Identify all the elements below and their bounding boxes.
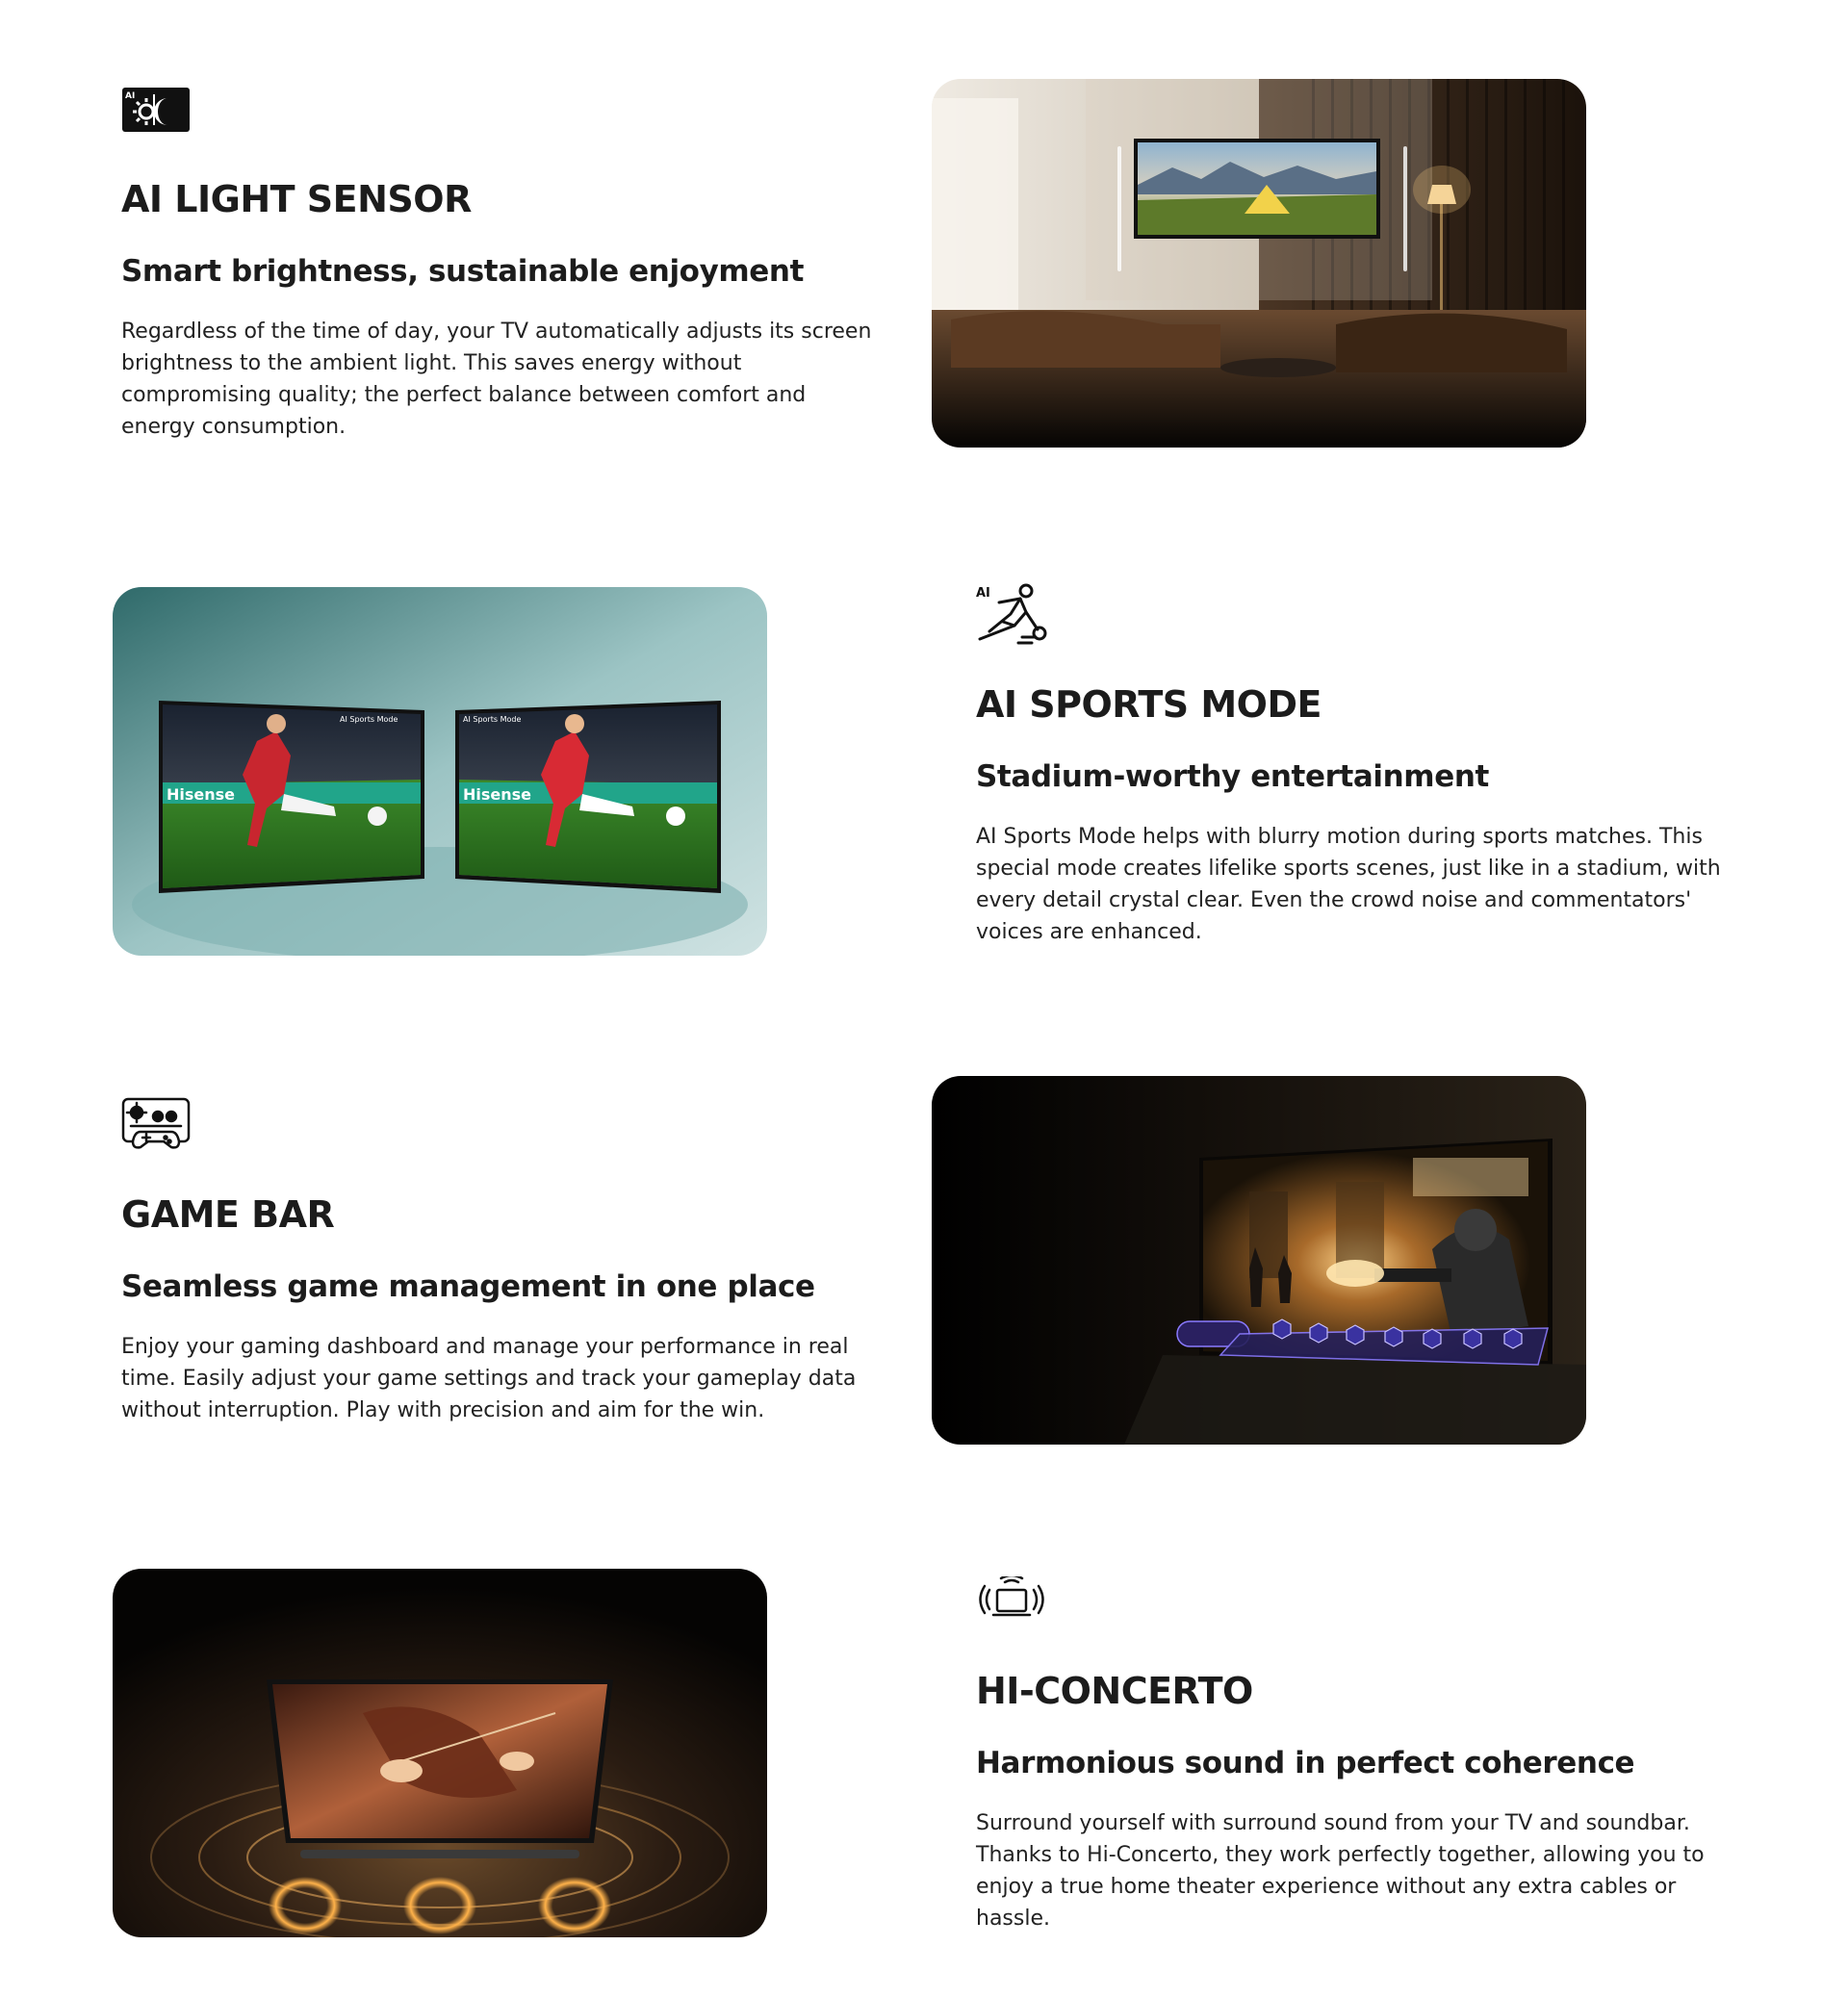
- left-tv-brand: Hisense: [167, 785, 236, 804]
- ai-light-sensor-icon: [121, 87, 191, 133]
- game-bar-icon: [121, 1097, 191, 1153]
- feature-title: HI-CONCERTO: [976, 1670, 1253, 1712]
- two-tvs-football-player-image: [113, 587, 767, 956]
- svg-text:AI: AI: [976, 586, 990, 601]
- feature-subtitle: Seamless game management in one place: [121, 1269, 815, 1304]
- feature-description: Surround yourself with surround sound from your TV and soundbar. Thanks to Hi-Concerto, they work perfectly together, allowing you to enjoy a true home theater experience without any extra cables or hassle.: [976, 1811, 1705, 1931]
- feature-subtitle: Smart brightness, sustainable enjoyment: [121, 254, 804, 289]
- right-tv-label: AI Sports Mode: [463, 715, 522, 724]
- feature-subtitle: Stadium-worthy entertainment: [976, 759, 1489, 794]
- feature-description: AI Sports Mode helps with blurry motion during sports matches. This special mode creates lifelike sports scenes, just like in a stadium, with every detail crystal clear. Even the crowd noise and commentators' voices are enhanced.: [976, 825, 1721, 944]
- ai-sports-mode-icon: [976, 583, 1047, 647]
- svg-text:AI: AI: [125, 91, 136, 101]
- right-tv-brand: Hisense: [463, 785, 532, 804]
- feature-hi-concerto: [0, 1540, 1848, 1997]
- feature-subtitle: Harmonious sound in perfect coherence: [976, 1746, 1635, 1780]
- hi-concerto-icon: [976, 1576, 1047, 1626]
- tv-game-bar-shooter-image: [932, 1076, 1586, 1445]
- feature-ai-light-sensor: [0, 0, 1848, 481]
- feature-title: AI SPORTS MODE: [976, 683, 1322, 726]
- left-tv-label: AI Sports Mode: [340, 715, 398, 724]
- feature-title: GAME BAR: [121, 1193, 335, 1236]
- feature-description: Enjoy your gaming dashboard and manage your performance in real time. Easily adjust your game settings and track your gameplay data without interruption. Play with precision and aim for the win.: [121, 1335, 857, 1422]
- feature-ai-sports-mode: [0, 539, 1848, 1020]
- tv-living-room-day-night-image: [932, 79, 1586, 448]
- feature-description: Regardless of the time of day, your TV automatically adjusts its screen brightness to the ambient light. This saves energy without compromising quality; the perfect balance between comfort and energy consumption.: [121, 320, 872, 439]
- tv-soundbar-violin-image: [113, 1569, 767, 1937]
- feature-game-bar: [0, 1059, 1848, 1540]
- feature-title: AI LIGHT SENSOR: [121, 178, 472, 220]
